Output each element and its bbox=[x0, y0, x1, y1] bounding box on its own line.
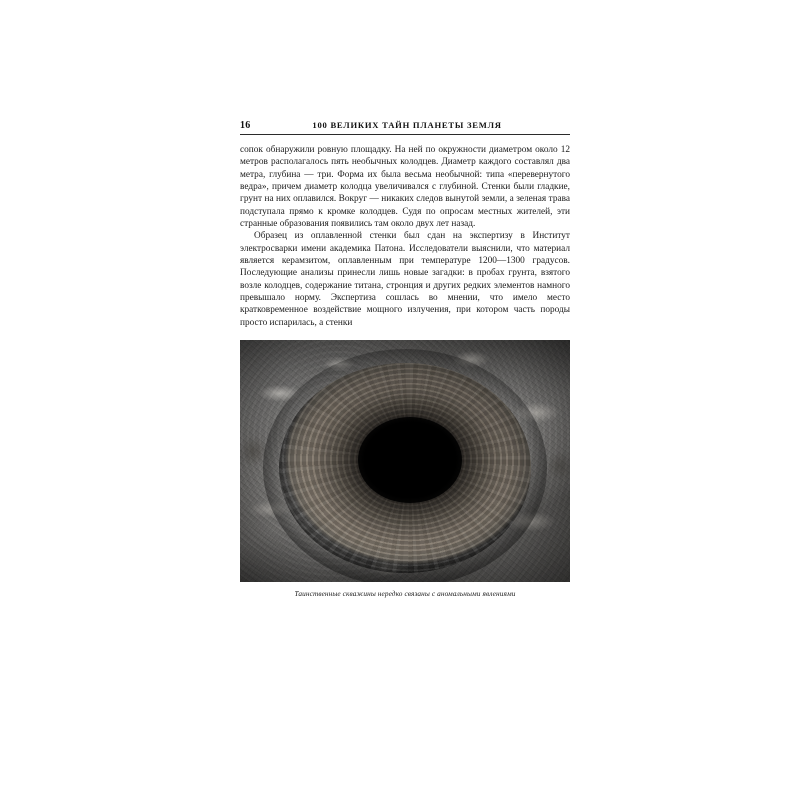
figure-caption: Таинственные скважины нередко связаны с аномальными явлениями bbox=[294, 589, 516, 599]
photo-vignette bbox=[240, 340, 570, 582]
page-number: 16 bbox=[240, 120, 251, 131]
paragraph-2: Образец из оплавленной стенки был сдан на экспертизу в Институт электросварки имени академика Патона. Исследователи выяснили, что материал является керамзитом, оплавленным при температуре 1200—1300 градусов. Последующие анализы принесли лишь новые загадки: в пробах грунта, взятого возле колодцев, содержание титана, стронция и других редких элементов намного превышало норму. Экспертиза сошлась во мнении, что имело место кратковременное воздействие мощного излучения, при котором часть породы просто испарилась, а стенки bbox=[240, 231, 570, 328]
figure bbox=[240, 340, 570, 598]
running-head-title: 100 ВЕЛИКИХ ТАЙН ПЛАНЕТЫ ЗЕМЛЯ bbox=[312, 120, 502, 130]
paragraph-1: сопок обнаружили ровную площадку. На ней по окружности диаметром около 12 метров располагалось пять необычных колодцев. Диаметр каждого составлял два метра, глубина — три. Форма их была весьма необычной: типа «перевернутого ведра», причем диаметр колодца увеличивался с глубиной. Стенки были гладкие, грунт на них оплавился. Вокруг — никаких следов вынутой земли, а зеленая трава подступала прямо к кромке колодцев. Судя по опросам местных жителей, эти странные образования появились там около двух лет назад. bbox=[240, 145, 570, 230]
book-page bbox=[240, 120, 570, 598]
well-photograph bbox=[240, 340, 570, 582]
body-text bbox=[240, 144, 570, 329]
running-head bbox=[240, 120, 570, 135]
